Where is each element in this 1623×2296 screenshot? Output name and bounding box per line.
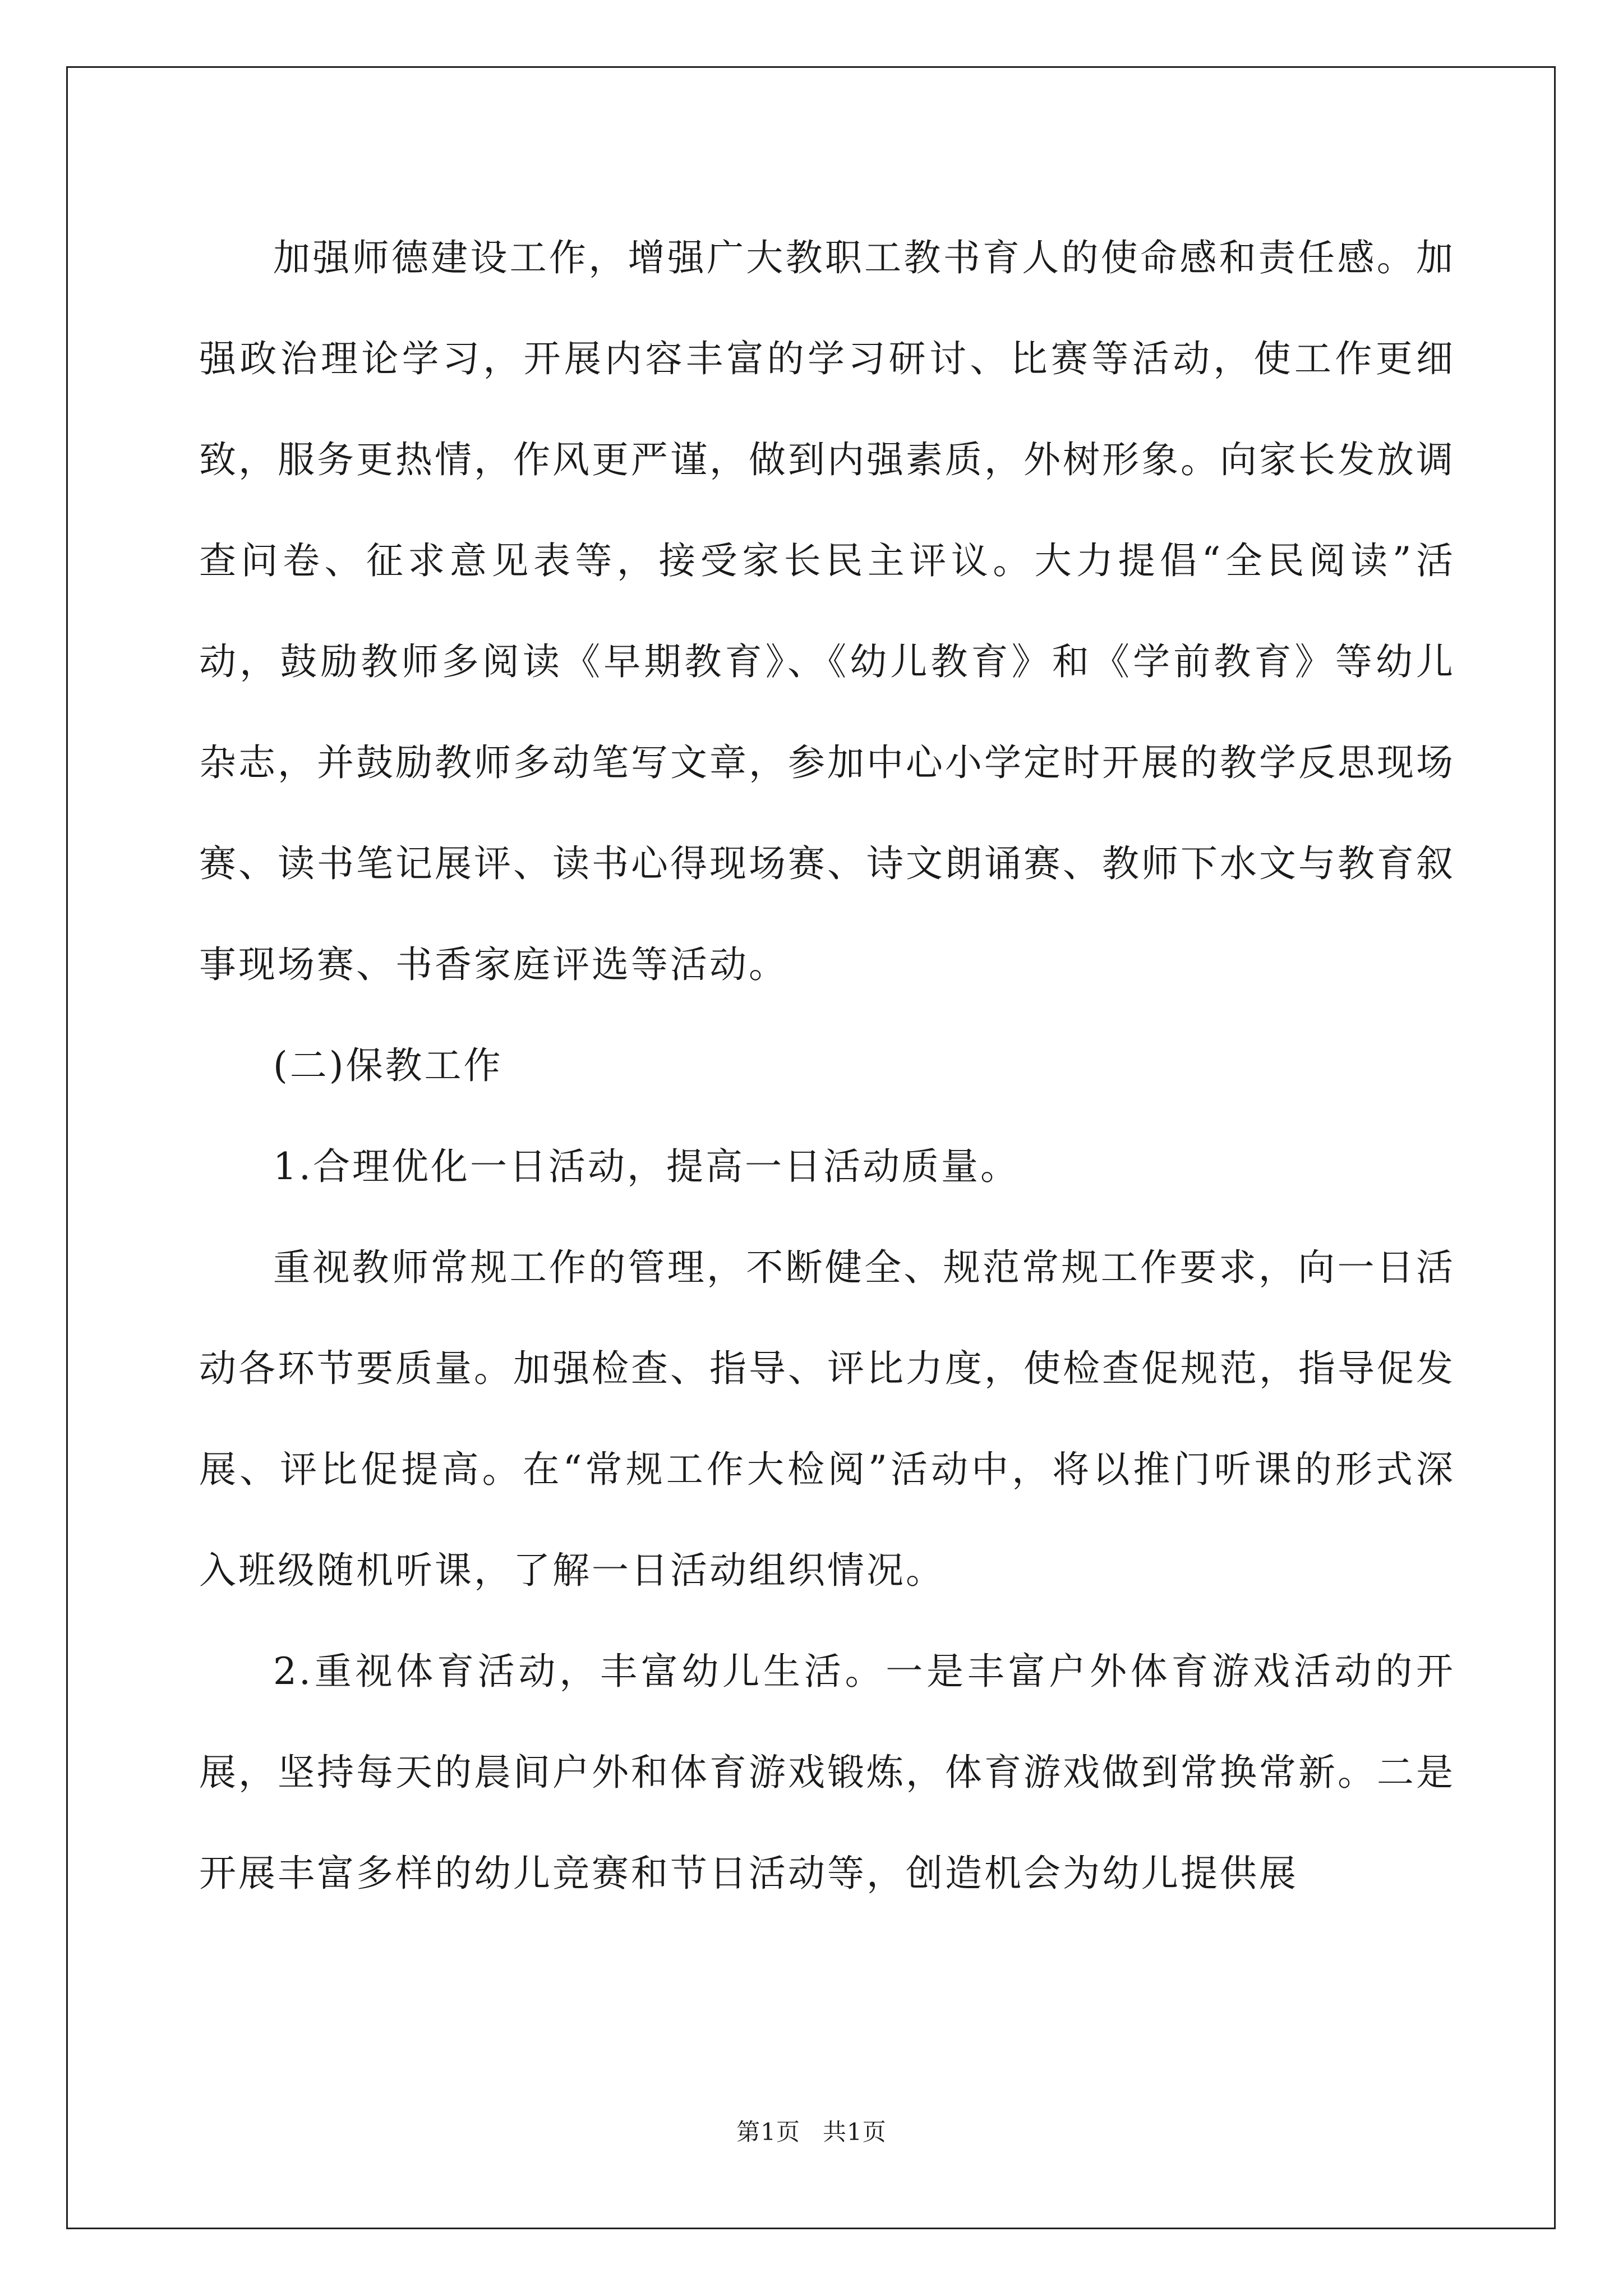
document-body	[199, 208, 1455, 1924]
paragraph-routine-management: 重视教师常规工作的管理，不断健全、规范常规工作要求，向一日活动各环节要质量。加强检查、指导、评比力度，使检查促规范，指导促发展、评比促提高。在“常规工作大检阅”活动中，将以推门听课的形式深入班级随机听课，了解一日活动组织情况。	[199, 1246, 1455, 1592]
page-total: 共1页	[823, 2118, 887, 2146]
page-footer	[0, 2114, 1623, 2147]
section-heading-care-education: (二)保教工作	[273, 1044, 503, 1087]
page-number: 第1页	[736, 2118, 800, 2146]
paragraph-teacher-ethics: 加强师德建设工作，增强广大教职工教书育人的使命感和责任感。加强政治理论学习，开展内容丰富的学习研讨、比赛等活动，使工作更细致，服务更热情，作风更严谨，做到内强素质，外树形象。向家长发放调查问卷、征求意见表等，接受家长民主评议。大力提倡“全民阅读”活动，鼓励教师多阅读《早期教育》、《幼儿教育》和《学前教育》等幼儿杂志，并鼓励教师多动笔写文章，参加中心小学定时开展的教学反思现场赛、读书笔记展评、读书心得现场赛、诗文朗诵赛、教师下水文与教育叙事现场赛、书香家庭评选等活动。	[199, 236, 1455, 986]
paragraph-physical-activities: 2.重视体育活动，丰富幼儿生活。一是丰富户外体育游戏活动的开展，坚持每天的晨间户外和体育游戏锻炼，体育游戏做到常换常新。二是开展丰富多样的幼儿竞赛和节日活动等，创造机会为幼儿提供展	[199, 1650, 1455, 1895]
item-heading-daily-activities: 1.合理优化一日活动，提高一日活动质量。	[273, 1145, 1020, 1188]
